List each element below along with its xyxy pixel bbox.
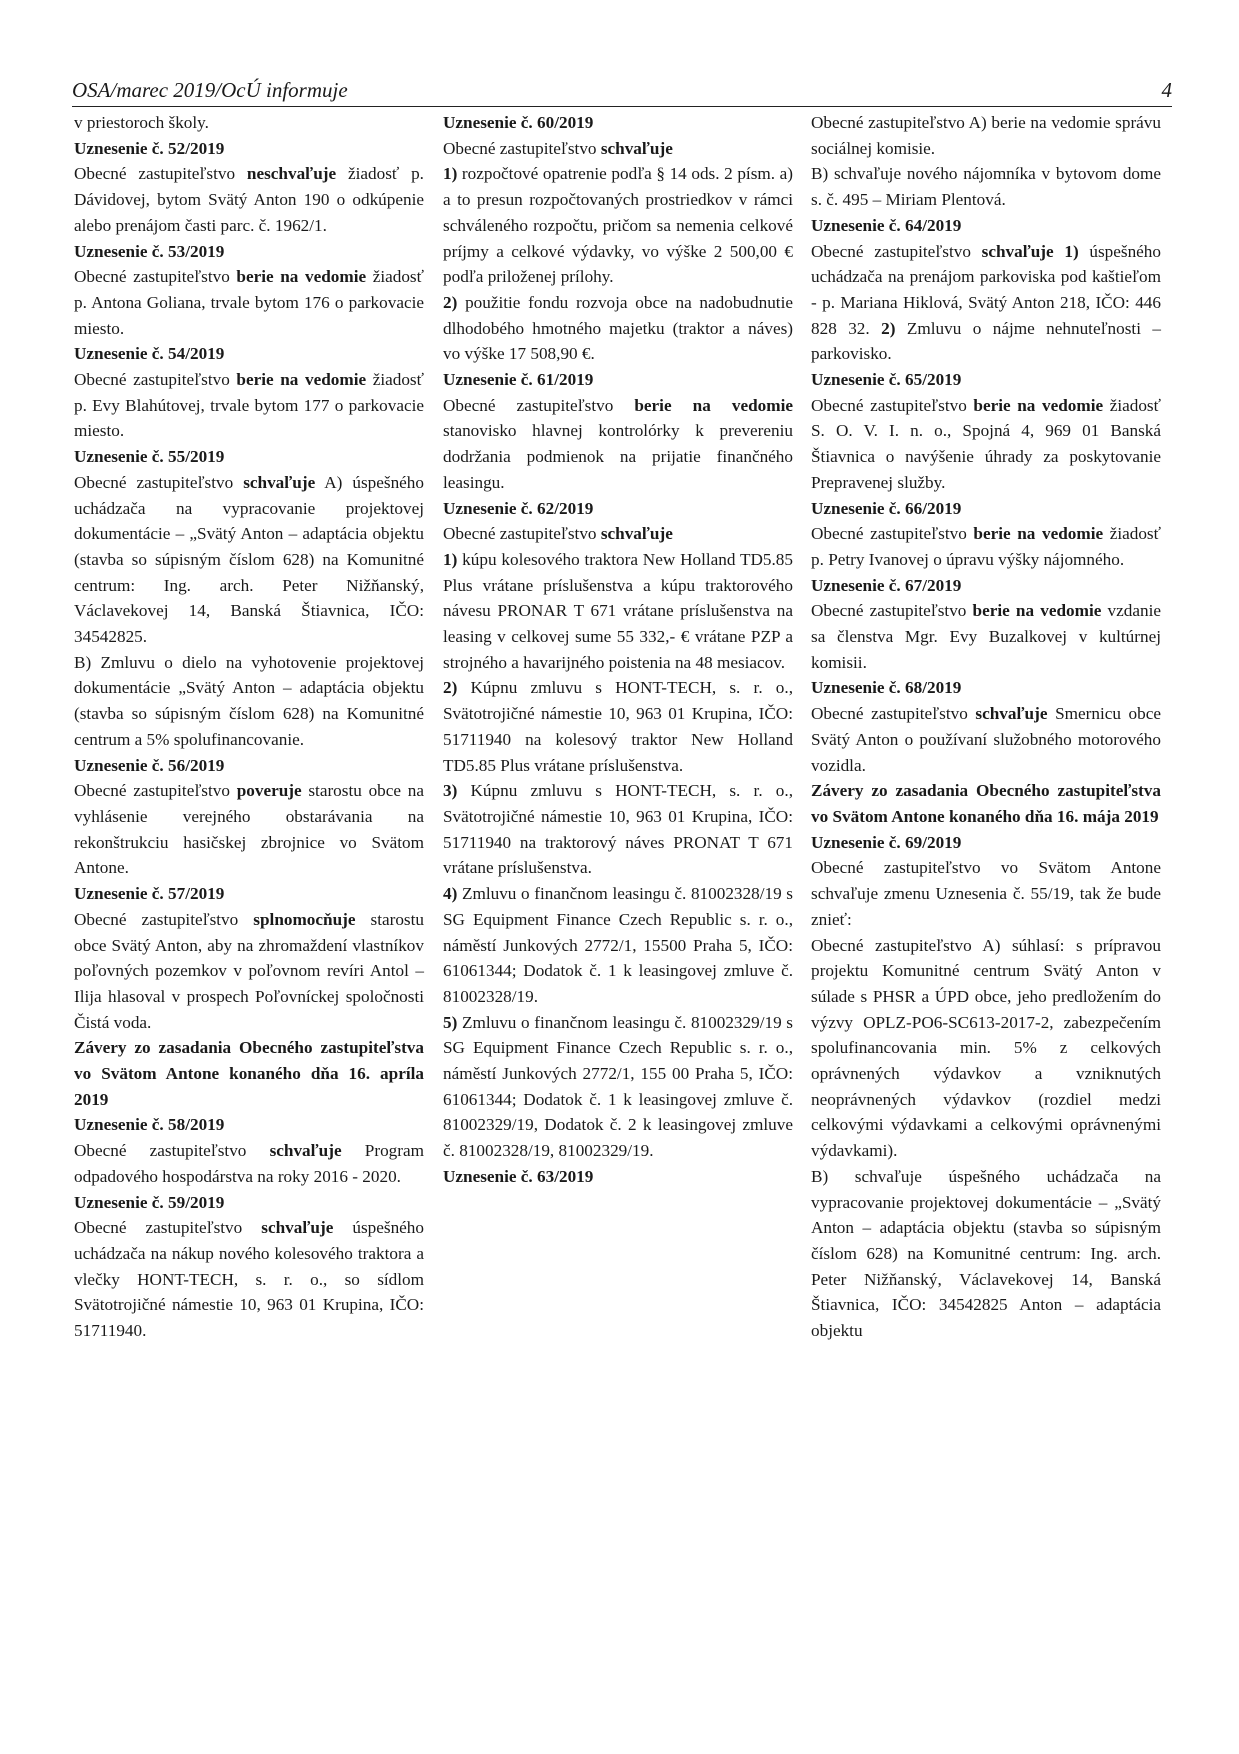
resolution-paragraph [443, 881, 793, 1010]
resolution-paragraph [811, 521, 1161, 572]
emphasis-text: schvaľuje [261, 1218, 334, 1238]
resolution-paragraph [811, 598, 1161, 675]
body-text: stanovisko hlavnej kontrolórky k prevereniu dodržania podmienok na prijatie finančného leasingu. [443, 421, 793, 492]
emphasis-text: schvaľuje [975, 704, 1048, 724]
body-text: Obecné zastupiteľstvo [811, 601, 973, 621]
emphasis-text: 3) [443, 781, 458, 801]
resolution-heading: Uznesenie č. 57/2019 [74, 884, 225, 904]
body-text: Obecné zastupiteľstvo [811, 704, 976, 724]
resolution-heading: Uznesenie č. 56/2019 [74, 755, 225, 775]
resolution-heading: Uznesenie č. 54/2019 [74, 344, 225, 364]
resolution-paragraph [74, 264, 424, 341]
resolution-paragraph [74, 1138, 424, 1189]
publication-title: OSA/marec 2019/OcÚ informuje [72, 78, 348, 102]
body-text: Obecné zastupiteľstvo [811, 241, 982, 261]
resolution-paragraph [811, 701, 1161, 778]
body-text: žiadosť p. Antona Goliana, trvale bytom 176 o parkovacie miesto. [74, 267, 424, 338]
resolution-paragraph: B) schvaľuje nového nájomníka v bytovom dome s. č. 495 – Miriam Plentová. [811, 164, 1161, 210]
body-text: úspešného uchádzača na nákup nového kolesového traktora a vlečky HONT-TECH, s. r. o., so sídlom Svätotrojičné námestie 10, 963 01 Krupina, IČO: 51711940. [74, 1218, 424, 1341]
body-text: žiadosť S. O. V. I. n. o., Spojná 4, 969 01 Banská Štiavnica o navýšenie úhrady za poskytovanie Prepravenej služby. [811, 395, 1161, 492]
resolution-paragraph [811, 393, 1161, 496]
resolution-paragraph [74, 907, 424, 1036]
resolution-heading: Uznesenie č. 52/2019 [74, 138, 225, 158]
emphasis-text: schvaľuje [600, 524, 673, 544]
emphasis-text: 2) [881, 318, 896, 338]
resolution-paragraph [74, 778, 424, 881]
resolution-heading: Uznesenie č. 69/2019 [811, 832, 962, 852]
emphasis-text: schvaľuje [600, 138, 673, 158]
resolution-heading: Uznesenie č. 59/2019 [74, 1192, 225, 1212]
body-text: Zmluvu o nájme nehnuteľnosti – parkovisko. [811, 318, 1161, 364]
resolution-heading: Uznesenie č. 67/2019 [811, 575, 962, 595]
emphasis-text: berie na vedomie [236, 370, 367, 390]
body-text: Obecné zastupiteľstvo [74, 1141, 270, 1161]
resolution-heading: Uznesenie č. 62/2019 [443, 498, 594, 518]
body-text: vzdanie sa členstva Mgr. Evy Buzalkovej v kultúrnej komisii. [811, 601, 1161, 672]
resolution-paragraph [443, 136, 793, 162]
emphasis-text: 5) [443, 1012, 458, 1032]
resolution-paragraph: B) Zmluvu o dielo na vyhotovenie projektovej dokumentácie „Svätý Anton – adaptácia objektu (stavba so súpisným číslom 628) na Komunitné centrum a 5% spolufinancovanie. [74, 652, 424, 749]
resolution-heading: Uznesenie č. 65/2019 [811, 370, 962, 390]
resolution-heading: Závery zo zasadania Obecného zastupiteľstva vo Svätom Antone konaného dňa 16. mája 2019 [811, 781, 1161, 826]
body-text: Zmluvu o finančnom leasingu č. 81002329/19 s SG Equipment Finance Czech Republic s. r. o., náměstí Junkových 2772/1, 155 00 Praha 5, IČO: 61061344; Dodatok č. 1 k leasingovej zmluve č. 81002329/19, Dodatok č. 2 k leasingovej zmluve č. 81002328/19, 81002329/19. [443, 1012, 793, 1161]
emphasis-text: berie na vedomie [634, 395, 793, 415]
resolution-heading: Uznesenie č. 58/2019 [74, 1115, 225, 1135]
body-text: Obecné zastupiteľstvo [443, 524, 601, 544]
body-text: Obecné zastupiteľstvo [443, 395, 635, 415]
resolution-paragraph [443, 521, 793, 547]
body-text: Obecné zastupiteľstvo [74, 909, 254, 929]
resolution-paragraph [74, 161, 424, 238]
body-text: Obecné zastupiteľstvo [74, 1218, 262, 1238]
emphasis-text: poveruje [236, 781, 302, 801]
body-text: použitie fondu rozvoja obce na nadobudnutie dlhodobého hmotného majetku (traktor a náves) vo výške 17 508,90 €. [443, 292, 793, 364]
emphasis-text: berie na vedomie [236, 267, 367, 287]
resolution-heading: Uznesenie č. 61/2019 [443, 370, 594, 390]
resolution-paragraph [74, 367, 424, 444]
resolution-paragraph [443, 547, 793, 676]
body-text: Obecné zastupiteľstvo [74, 781, 237, 801]
column-3 [811, 110, 1161, 1344]
column-2 [443, 110, 793, 1190]
body-text: starostu obce na vyhlásenie verejného obstarávania na rekonštrukciu hasičskej zbrojnice vo Svätom Antone. [74, 781, 424, 878]
resolution-paragraph: Obecné zastupiteľstvo vo Svätom Antone schvaľuje zmenu Uznesenia č. 55/19, tak že bude znieť: [811, 858, 1161, 929]
resolution-paragraph: B) schvaľuje úspešného uchádzača na vypracovanie projektovej dokumentácie – „Svätý Anton – adaptácia objektu (stavba so súpisným číslom 628) na Komunitné centrum: Ing. arch. Peter Nižňanský, Václavekovej 14, Banská Štiavnica, IČO: 34542825 Anton – adaptácia objektu [811, 1166, 1161, 1341]
resolution-paragraph [443, 290, 793, 367]
emphasis-text: splnomocňuje [253, 909, 356, 929]
resolution-heading: Uznesenie č. 53/2019 [74, 241, 225, 261]
resolution-heading: Uznesenie č. 63/2019 [443, 1166, 594, 1186]
emphasis-text: schvaľuje [243, 472, 316, 492]
resolution-paragraph [443, 1010, 793, 1164]
resolution-heading: Uznesenie č. 55/2019 [74, 447, 225, 467]
body-text: Zmluvu o finančnom leasingu č. 81002328/19 s SG Equipment Finance Czech Republic s. r. o., náměstí Junkových 2772/1, 15500 Praha 5, IČO: 61061344; Dodatok č. 1 k leasingovej zmluve č. 81002328/19. [443, 884, 793, 1006]
resolution-paragraph [811, 239, 1161, 368]
resolution-heading: Uznesenie č. 60/2019 [443, 113, 594, 132]
body-text: Obecné zastupiteľstvo [811, 524, 974, 544]
resolution-heading: Uznesenie č. 66/2019 [811, 498, 962, 518]
body-text: Obecné zastupiteľstvo [74, 267, 237, 287]
resolution-paragraph: v priestoroch školy. [74, 113, 209, 132]
resolution-paragraph [443, 161, 793, 290]
body-text: Obecné zastupiteľstvo [74, 370, 237, 390]
resolution-paragraph [74, 1215, 424, 1344]
body-text: Obecné zastupiteľstvo [74, 164, 247, 184]
body-text: žiadosť p. Dávidovej, bytom Svätý Anton 190 o odkúpenie alebo prenájom časti parc. č. 1962/1. [74, 164, 424, 235]
body-text: Kúpnu zmluvu s HONT-TECH, s. r. o., Svätotrojičné námestie 10, 963 01 Krupina, IČO: 51711940 na traktorový náves PRONAT T 671 vrátane príslušenstva. [443, 781, 793, 878]
body-text: Obecné zastupiteľstvo [74, 472, 244, 492]
body-text: Obecné zastupiteľstvo [811, 395, 974, 415]
emphasis-text: 4) [443, 884, 458, 904]
emphasis-text: neschvaľuje [246, 164, 337, 184]
body-text: starostu obce Svätý Anton, aby na zhromaždení vlastníkov poľovných pozemkov v poľovnom revíri Antol – Ilija hlasoval v prospech Poľovníckej spoločnosti Čistá voda. [74, 909, 424, 1032]
body-text: Smernicu obce Svätý Anton o používaní služobného motorového vozidla. [811, 704, 1161, 775]
emphasis-text: berie na vedomie [973, 395, 1104, 415]
resolution-paragraph [74, 470, 424, 650]
resolution-paragraph: Obecné zastupiteľstvo A) berie na vedomie správu sociálnej komisie. [811, 113, 1161, 158]
body-text: žiadosť p. Petry Ivanovej o úpravu výšky nájomného. [811, 524, 1161, 569]
resolution-heading: Závery zo zasadania Obecného zastupiteľstva vo Svätom Antone konaného dňa 16. apríla 2019 [74, 1038, 424, 1109]
emphasis-text: 2) [443, 678, 458, 698]
emphasis-text: 1) [443, 164, 458, 184]
resolution-paragraph [443, 675, 793, 778]
body-text: Program odpadového hospodárstva na roky 2016 - 2020. [74, 1141, 424, 1186]
page-header [72, 74, 1172, 107]
page-number: 4 [1161, 78, 1172, 102]
emphasis-text: schvaľuje [269, 1141, 342, 1161]
emphasis-text: berie na vedomie [973, 524, 1104, 544]
resolution-heading: Uznesenie č. 68/2019 [811, 678, 962, 698]
emphasis-text: berie na vedomie [972, 601, 1102, 621]
resolution-paragraph [443, 393, 793, 496]
emphasis-text: schvaľuje 1) [981, 241, 1079, 261]
body-text: Kúpnu zmluvu s HONT-TECH, s. r. o., Svätotrojičné námestie 10, 963 01 Krupina, IČO: 51711940 na kolesový traktor New Holland TD5.85 Plus vrátane príslušenstva. [443, 678, 793, 775]
body-text: žiadosť p. Evy Blahútovej, trvale bytom 177 o parkovacie miesto. [74, 370, 424, 441]
body-text: úspešného uchádzača na prenájom parkoviska pod kaštieľom - p. Mariana Hiklová, Svätý Anton 218, IČO: 446 828 32. [811, 241, 1161, 338]
resolution-paragraph [443, 778, 793, 881]
resolution-heading: Uznesenie č. 64/2019 [811, 215, 962, 235]
body-text: kúpu kolesového traktora New Holland TD5.85 Plus vrátane príslušenstva a kúpu traktorového návesu PRONAR T 671 vrátane príslušenstva na leasing v celkovej sume 55 332,- € vrátane PZP a strojného a havarijného poistenia na 48 mesiacov. [443, 549, 793, 672]
column-1 [74, 110, 424, 1344]
body-text: Obecné zastupiteľstvo [443, 138, 601, 158]
emphasis-text: 1) [443, 549, 458, 569]
body-text: rozpočtové opatrenie podľa § 14 ods. 2 písm. a) a to presun rozpočtovaných prostriedkov v rámci schváleného rozpočtu, pričom sa nemenia celkové príjmy a celkové výdavky, vo výške 2 500,00 € podľa priloženej prílohy. [443, 164, 793, 287]
body-text: A) úspešného uchádzača na vypracovanie projektovej dokumentácie – „Svätý Anton – adaptácia objektu (stavba so súpisným číslom 628) na Komunitné centrum: Ing. arch. Peter Nižňanský, Václavekovej 14, Banská Štiavnica, IČO: 34542825. [74, 472, 424, 647]
resolution-paragraph: Obecné zastupiteľstvo A) súhlasí: s prípravou projektu Komunitné centrum Svätý Anton v súlade s PHSR a ÚPD obce, jeho predložením do výzvy OPLZ-PO6-SC613-2017-2, zabezpečením spolufinancovania min. 5% z celkových oprávnených výdavkov a vzniknutých neoprávnených výdavkov (rozdiel medzi celkovými výdavkami a celkovými oprávnenými výdavkami). [811, 935, 1161, 1161]
emphasis-text: 2) [443, 292, 458, 312]
